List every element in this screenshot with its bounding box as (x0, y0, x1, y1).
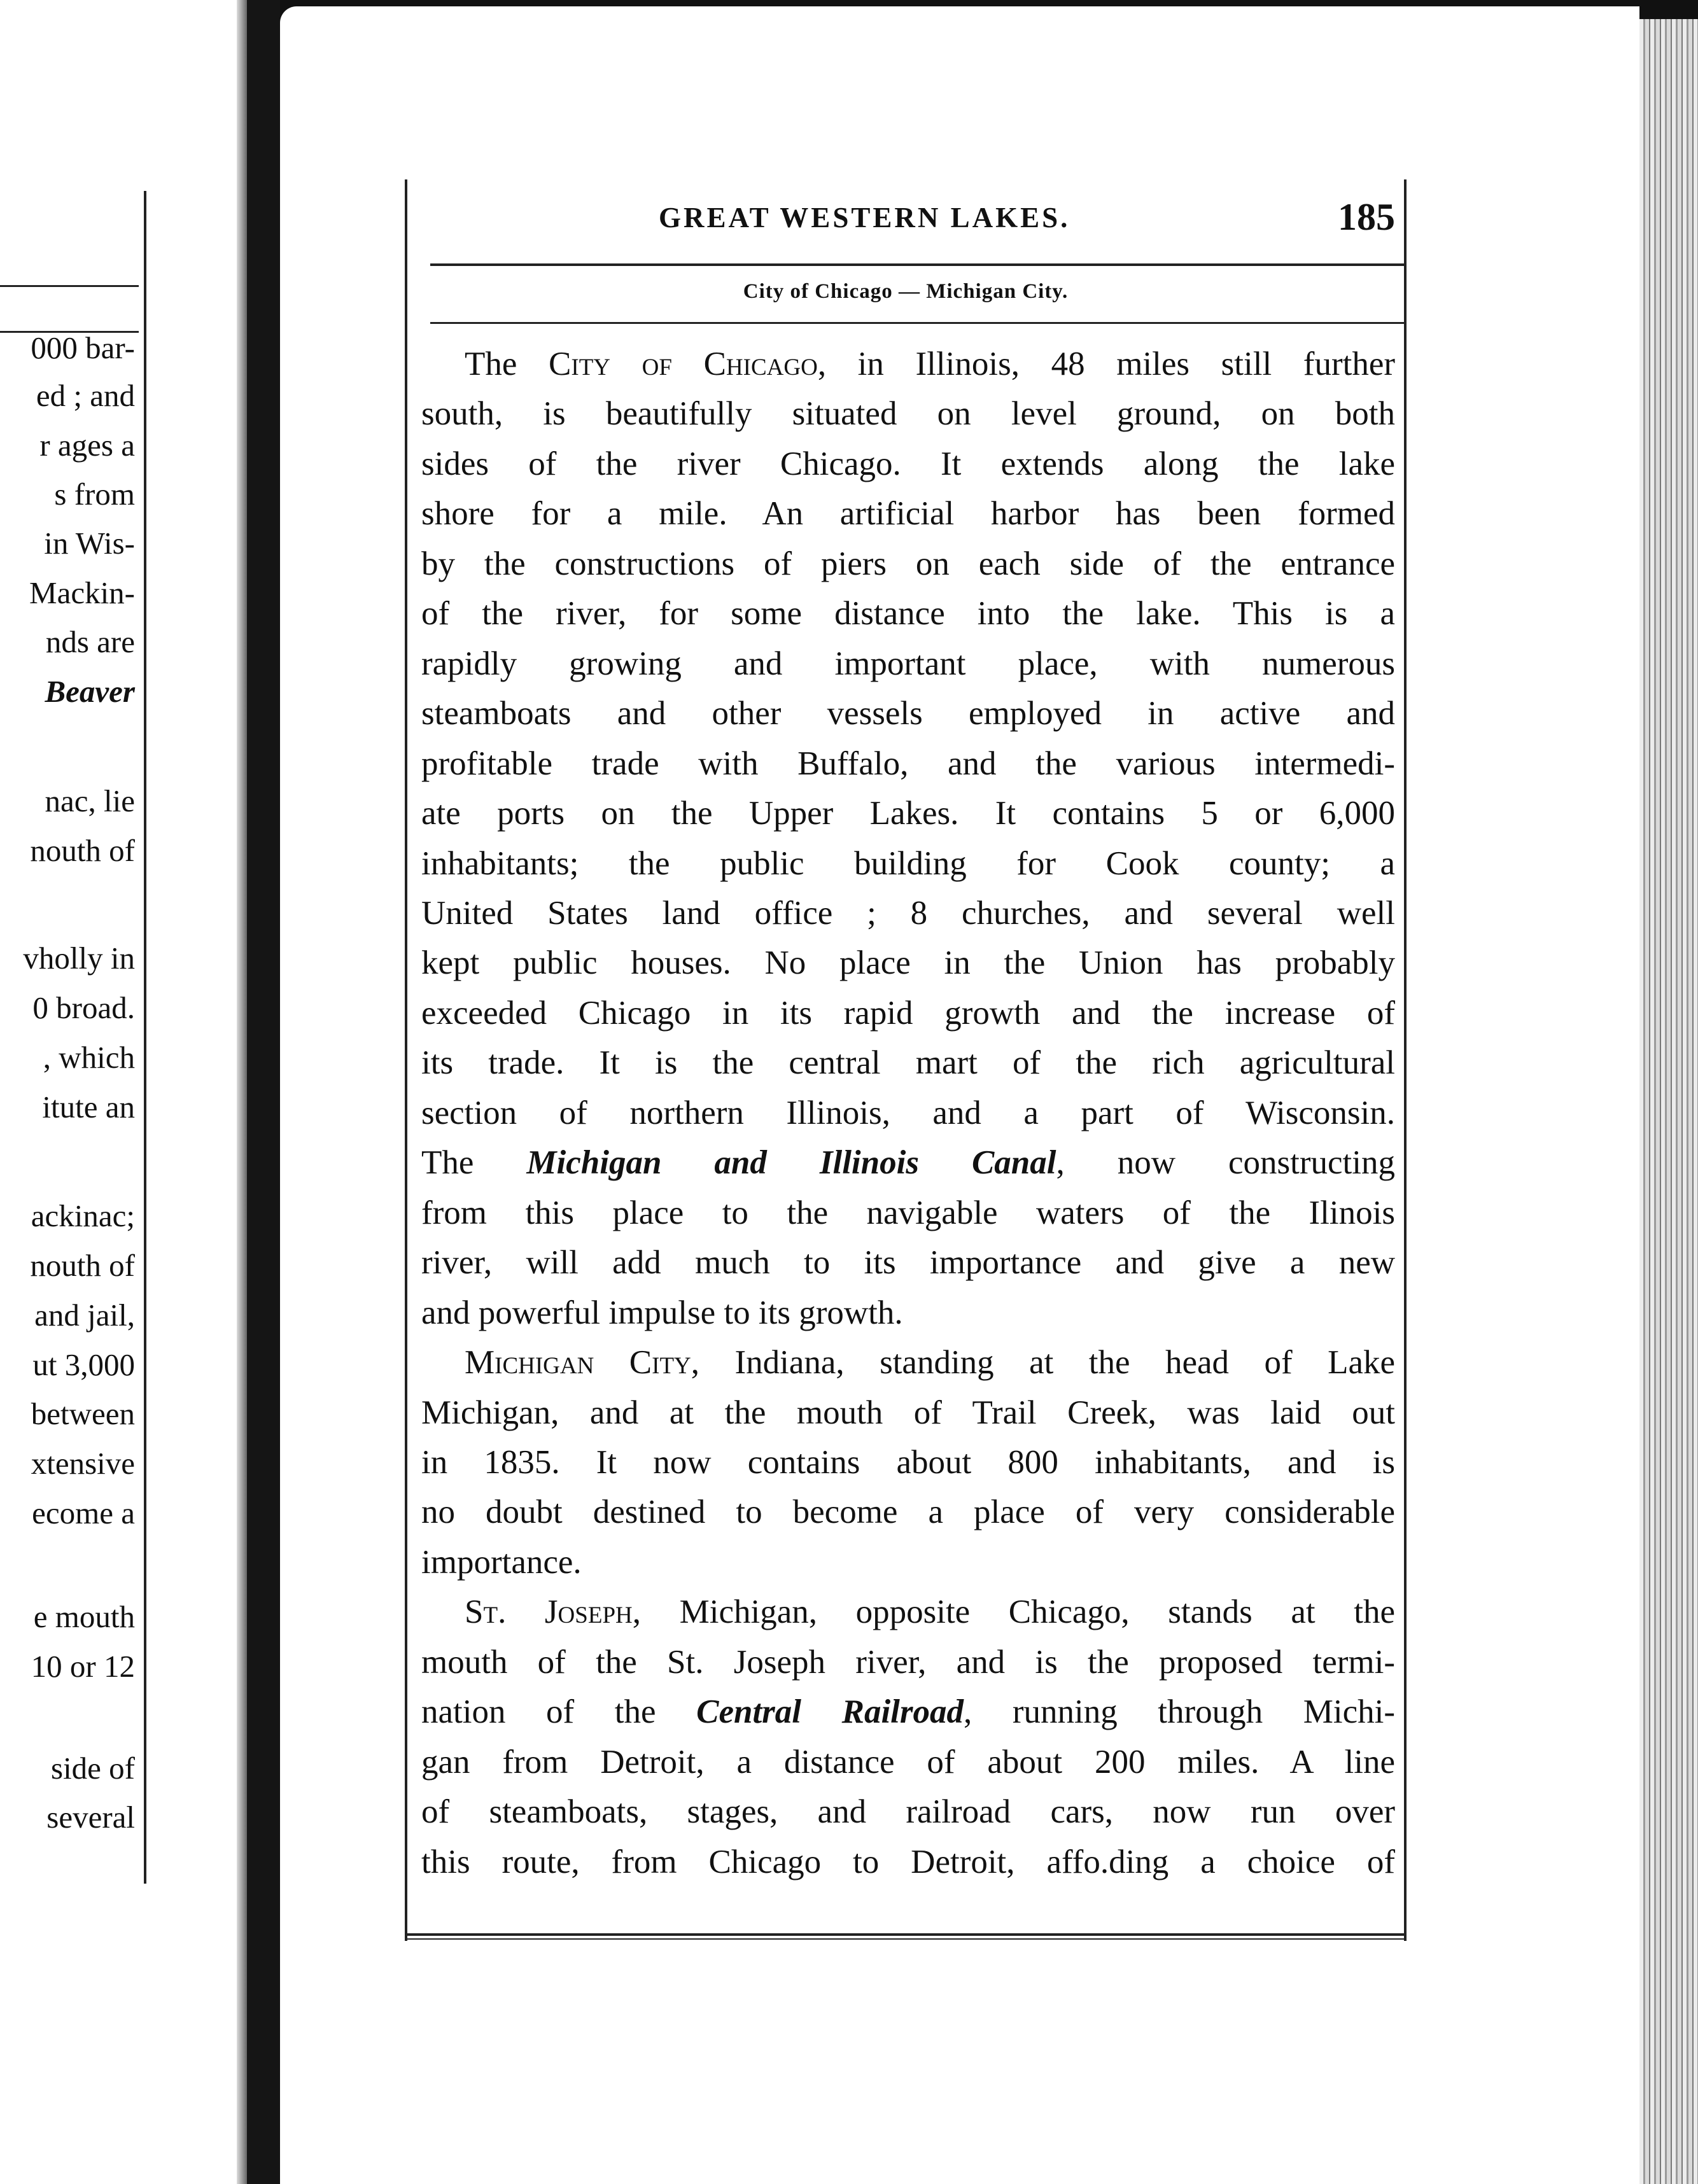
text-line: inhabitants; the public building for Cook county; a (421, 844, 1395, 882)
left-page-line: nouth of (30, 1248, 135, 1283)
left-page-line: ut 3,000 (32, 1347, 135, 1382)
text-line: south, is beautifully situated on level ground, on both (421, 395, 1395, 433)
text-line: shore for a mile. An artificial harbor has been formed (421, 495, 1395, 533)
subhead-rule (430, 322, 1404, 324)
left-page-line: r ages a (39, 428, 135, 463)
text-line: United States land office ; 8 churches, and several well (421, 894, 1395, 932)
left-page-line: side of (51, 1751, 135, 1786)
text-line: in 1835. It now contains about 800 inhabitants, and is (421, 1443, 1395, 1481)
text-line: rapidly growing and important place, with numerous (421, 645, 1395, 682)
header-rule (430, 263, 1404, 266)
text-line: Michigan City, Indiana, standing at the head of Lake (465, 1344, 1395, 1382)
left-page-line: 000 bar- (31, 330, 135, 365)
text-line: no doubt destined to become a place of very considerable (421, 1494, 1395, 1531)
book-gutter (247, 0, 280, 2184)
text-line: by the constructions of piers on each side of the entrance (421, 545, 1395, 582)
left-page-line: 10 or 12 (31, 1649, 135, 1684)
left-page-line: between (31, 1396, 135, 1431)
left-page-line: nds are (45, 624, 135, 659)
bottom-rule (407, 1933, 1404, 1936)
text-line: river, will add much to its importance and give a new (421, 1244, 1395, 1282)
text-line: this route, from Chicago to Detroit, affo.ding a choice of (421, 1843, 1395, 1880)
canal-name: Michigan and Illinois Canal (526, 1144, 1056, 1182)
left-page-rule (0, 285, 139, 287)
text-line: nation of the Central Railroad, running through Michi- (421, 1693, 1396, 1731)
left-page-line: xtensive (31, 1446, 135, 1481)
text-line: section of northern Illinois, and a part of Wisconsin. (421, 1094, 1395, 1131)
left-page-line: 0 broad. (32, 990, 135, 1025)
railroad-name: Central Railroad (696, 1693, 964, 1731)
text-line: The City of Chicago, in Illinois, 48 miles still further (465, 346, 1396, 382)
section-subhead: City of Chicago — Michigan City. (743, 280, 1069, 303)
left-facing-page (0, 0, 247, 2184)
text-line: profitable trade with Buffalo, and the various intermedi- (421, 745, 1395, 782)
left-page-line: several (46, 1800, 135, 1835)
text-line: steamboats and other vessels employed in active and (421, 695, 1395, 732)
paragraph-chicago (421, 339, 1395, 1338)
left-page-line: Beaver (45, 674, 135, 709)
bottom-rule-thin (407, 1938, 1404, 1940)
page-edges (1639, 19, 1698, 2184)
left-page-line: ackinac; (31, 1198, 135, 1233)
place-name-michigan-city: Michigan City (465, 1344, 691, 1382)
text-line: ate ports on the Upper Lakes. It contains 5 or 6,000 (421, 795, 1395, 832)
text-line: gan from Detroit, a distance of about 200 miles. A line (421, 1743, 1395, 1781)
left-page-border (144, 191, 146, 1884)
page-header (407, 196, 1404, 238)
text-line: of steamboats, stages, and railroad cars, now run over (421, 1793, 1395, 1831)
text-line: The Michigan and Illinois Canal, now constructing (421, 1144, 1395, 1182)
text-line: of the river, for some distance into the lake. This is a (421, 595, 1395, 633)
left-page-line: in Wis- (44, 526, 135, 561)
left-page-line: e mouth (33, 1599, 135, 1634)
text-line: exceeded Chicago in its rapid growth and the increase of (421, 994, 1395, 1032)
left-page-line: ed ; and (36, 378, 135, 413)
left-page-line: vholly in (23, 941, 135, 976)
text-line: sides of the river Chicago. It extends along the lake (421, 445, 1395, 482)
body-text (421, 339, 1395, 1887)
text-line: and powerful impulse to its growth. (421, 1294, 903, 1331)
place-name-chicago: City of Chicago (549, 346, 818, 382)
text-block (405, 179, 1407, 1941)
left-page-line: ecome a (32, 1495, 135, 1530)
place-name-st-joseph: St. Joseph (465, 1593, 633, 1631)
left-page-line: itute an (42, 1089, 135, 1124)
left-page-line: nac, lie (45, 783, 135, 818)
paragraph-st-joseph (421, 1587, 1395, 1887)
text-line: importance. (421, 1543, 582, 1581)
text-line: Michigan, and at the mouth of Trail Creek, was laid out (421, 1394, 1395, 1431)
text-line: mouth of the St. Joseph river, and is the proposed termi- (421, 1643, 1395, 1681)
left-page-line: , which (43, 1040, 135, 1075)
text-line: from this place to the navigable waters of the Ilinois (421, 1194, 1395, 1231)
text-line: kept public houses. No place in the Union has probably (421, 944, 1395, 982)
running-head: GREAT WESTERN LAKES. (659, 202, 1070, 234)
left-page-line: and jail, (34, 1298, 135, 1333)
left-page-shadow (237, 0, 247, 2184)
page-number: 185 (1338, 196, 1395, 238)
paragraph-michigan-city (421, 1338, 1395, 1587)
left-page-line: nouth of (30, 833, 135, 868)
text-line: its trade. It is the central mart of the rich agricultural (421, 1044, 1395, 1082)
left-page-line: s from (54, 477, 135, 512)
text-line: St. Joseph, Michigan, opposite Chicago, stands at the (465, 1593, 1395, 1631)
left-page-line: Mackin- (29, 575, 135, 610)
